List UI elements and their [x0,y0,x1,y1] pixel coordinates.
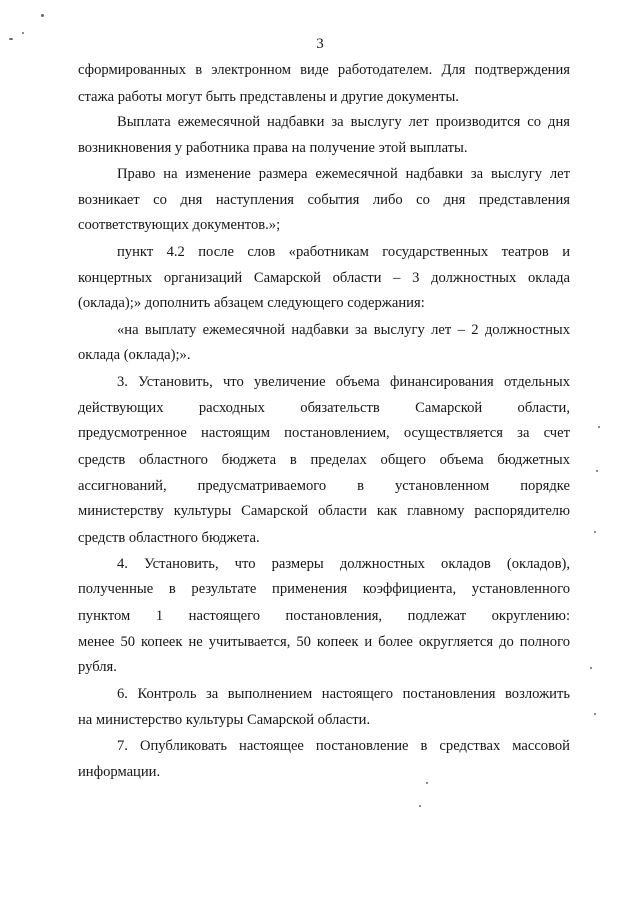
scan-speck [9,38,13,40]
text-line: информации. [78,764,161,780]
scan-speck [594,713,596,715]
scan-speck [596,470,598,472]
text-line: на министерство культуры Самарской области. [78,712,371,728]
text-line: пунктом 1 настоящего постановления, подлежат округлению: [78,608,570,624]
text-line: предусмотренное настоящим постановлением, осуществляется за счет [78,425,570,441]
text-line: сформированных в электронном виде работодателем. Для подтверждения [78,62,570,78]
text-line: Выплата ежемесячной надбавки за выслугу лет производится со дня [117,114,570,130]
text-line: (оклада);» дополнить абзацем следующего содержания: [78,295,425,311]
text-line: 7. Опубликовать настоящее постановление в средствах массовой [117,738,570,754]
text-line: 6. Контроль за выполнением настоящего постановления возложить [117,686,570,702]
text-line: оклада (оклада);». [78,347,191,363]
scan-speck [426,782,428,784]
text-line: пункт 4.2 после слов «работникам государственных театров и [117,244,570,260]
text-line: возникает со дня наступления события либо со дня представления [78,192,570,208]
text-line: концертных организаций Самарской области – 3 должностных оклада [78,270,570,286]
text-line: возникновения у работника права на получение этой выплаты. [78,140,468,156]
text-line: 3. Установить, что увеличение объема финансирования отдельных [117,374,570,390]
scan-speck [590,667,592,669]
text-line: ассигнований, предусматриваемого в установленном порядке [78,478,570,494]
scan-speck [419,805,421,807]
text-line: рубля. [78,659,117,675]
scan-speck [598,426,600,428]
text-line: средств областного бюджета в пределах общего объема бюджетных [78,452,570,468]
text-line: министерству культуры Самарской области как главному распорядителю [78,503,570,519]
scan-speck [22,32,24,34]
scan-speck [41,14,44,17]
text-line: «на выплату ежемесячной надбавки за выслугу лет – 2 должностных [117,322,570,338]
text-line: Право на изменение размера ежемесячной надбавки за выслугу лет [117,166,570,182]
scan-speck [594,531,596,533]
text-line: менее 50 копеек не учитывается, 50 копеек и более округляется до полного [78,634,570,650]
text-line: действующих расходных обязательств Самарской области, [78,400,570,416]
text-line: стажа работы могут быть представлены и другие документы. [78,89,459,105]
text-line: 4. Установить, что размеры должностных окладов (окладов), [117,556,570,572]
text-line: полученные в результате применения коэффициента, установленного [78,581,570,597]
text-line: соответствующих документов.»; [78,217,281,233]
text-line: средств областного бюджета. [78,530,260,546]
page-number: 3 [316,36,324,52]
